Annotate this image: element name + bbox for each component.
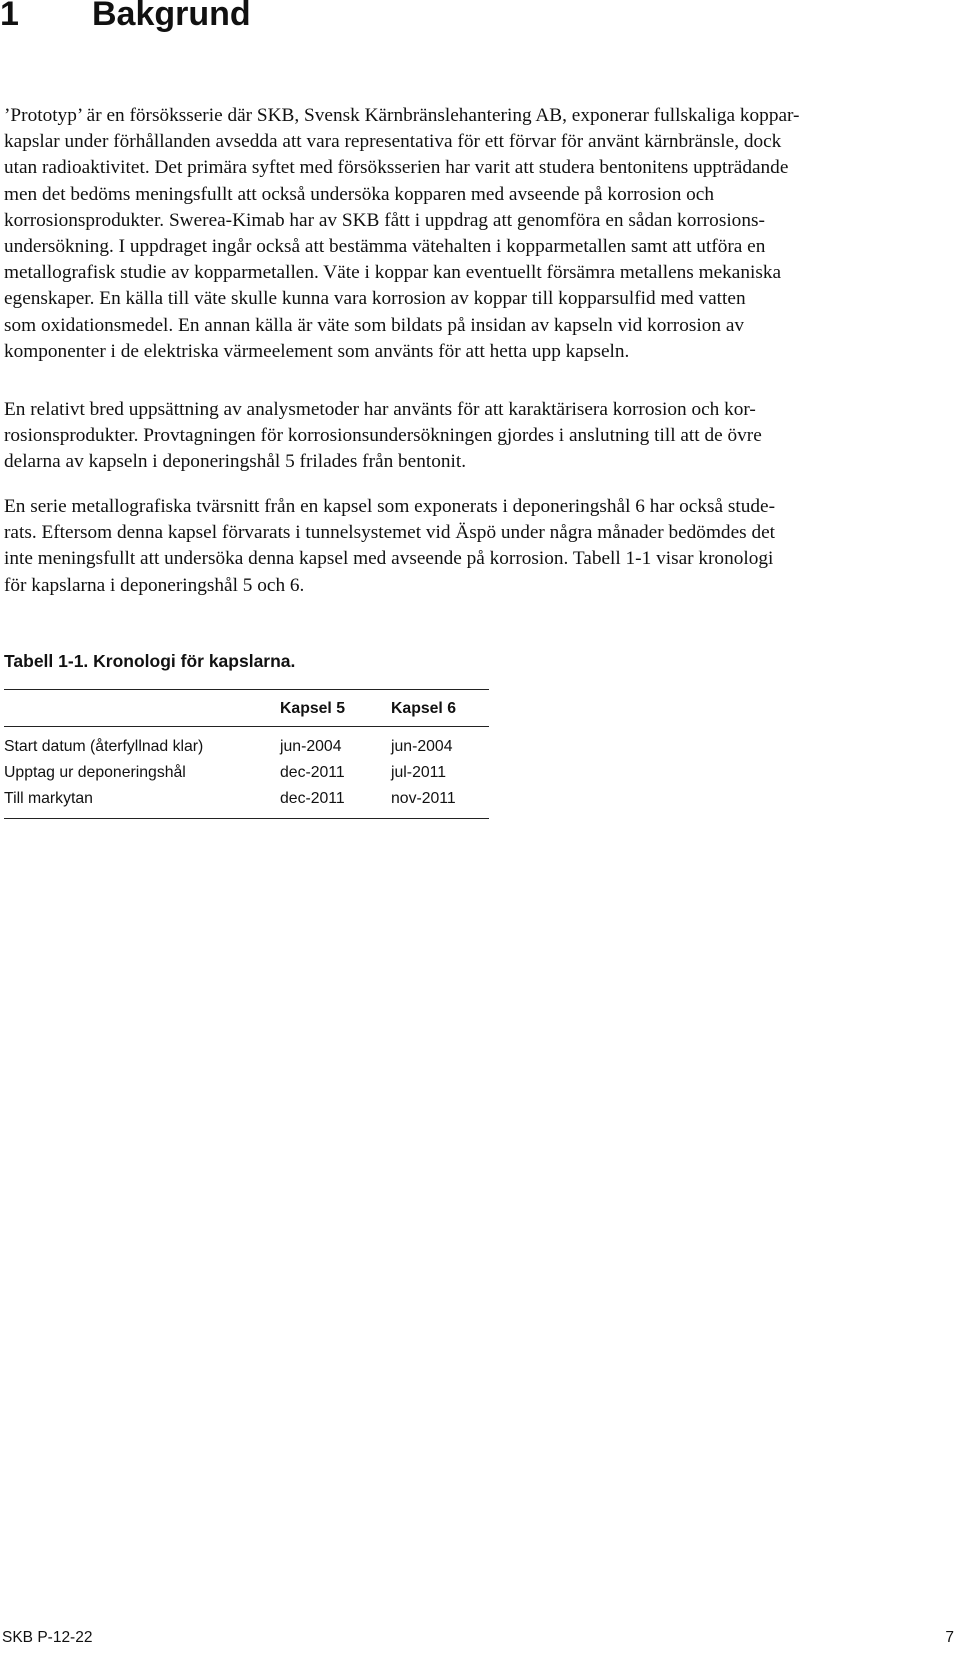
text-line: kapslar under förhållanden avsedda att vara representativa för ett förvar för använt kärnbränsle, dock	[4, 131, 782, 153]
text-line: inte meningsfullt att undersöka denna kapsel med avseende på korrosion. Tabell 1-1 visar kronologi	[4, 548, 774, 570]
table-header-kapsel-6: Kapsel 6	[391, 700, 456, 717]
report-id: SKB P-12-22	[2, 1629, 93, 1646]
text-line: för kapslarna i deponeringshål 5 och 6.	[4, 574, 305, 596]
table-cell: dec-2011	[280, 790, 345, 807]
text-line: metallografisk studie av kopparmetallen. Väte i koppar kan eventuellt försämra metallens mekaniska	[4, 262, 782, 284]
text-line: En serie metallografiska tvärsnitt från en kapsel som exponerats i deponeringshål 6 har också stude-	[4, 496, 776, 517]
text-line: En relativt bred uppsättning av analysmetoder har använts för att karaktärisera korrosion och kor-	[4, 399, 756, 420]
text-line: undersökning. I uppdraget ingår också att bestämma vätehalten i kopparmetallen samt att utföra en	[4, 236, 766, 258]
table-cell: jul-2011	[391, 764, 447, 781]
table-cell: jun-2004	[391, 738, 453, 755]
page-number: 7	[945, 1629, 954, 1646]
table-header-rule	[4, 726, 489, 727]
table-top-rule	[4, 689, 489, 690]
text-line: som oxidationsmedel. En annan källa är väte som bildats på insidan av kapseln vid korrosion av	[4, 314, 745, 336]
text-line: rats. Eftersom denna kapsel förvarats i tunnelsystemet vid Äspö under några månader bedömdes det	[4, 522, 776, 544]
table-cell: nov-2011	[391, 790, 456, 807]
paragraph-metallography	[4, 494, 954, 599]
table-cell: jun-2004	[280, 738, 342, 755]
text-line: delarna av kapseln i deponeringshål 5 frilades från bentonit.	[4, 451, 467, 473]
table-row-label: Till markytan	[4, 790, 93, 807]
table-row-label: Start datum (återfyllnad klar)	[4, 738, 204, 755]
table-caption: Tabell 1-1. Kronologi för kapslarna.	[4, 651, 296, 671]
section-number: 1	[0, 0, 19, 33]
text-line: korrosionsprodukter. Swerea-Kimab har av SKB fått i uppdrag att genomföra en sådan korrosions-	[4, 209, 765, 231]
text-line: ’Prototyp’ är en försöksserie där SKB, Svensk Kärnbränslehantering AB, exponerar fullskaliga koppar-	[4, 105, 800, 126]
text-line: men det bedöms meningsfullt att också undersöka kopparen med avseende på korrosion och	[4, 183, 714, 205]
paragraph-methods	[4, 397, 954, 476]
table-header-kapsel-5: Kapsel 5	[280, 700, 345, 717]
table-bottom-rule	[4, 818, 489, 819]
table-row-label: Upptag ur deponeringshål	[4, 764, 186, 781]
text-line: egenskaper. En källa till väte skulle kunna vara korrosion av koppar till kopparsulfid med vatten	[4, 288, 746, 310]
text-line: komponenter i de elektriska värmeelement som använts för att hetta upp kapseln.	[4, 340, 630, 362]
text-line: utan radioaktivitet. Det primära syftet med försöksserien har varit att studera bentonitens uppträdande	[4, 157, 789, 179]
section-title: Bakgrund	[92, 0, 251, 33]
table-cell: dec-2011	[280, 764, 345, 781]
paragraph-intro	[4, 103, 954, 365]
section-heading	[0, 0, 251, 34]
text-line: rosionsprodukter. Provtagningen för korrosionsundersökningen gjordes i anslutning till att de övre	[4, 425, 762, 447]
